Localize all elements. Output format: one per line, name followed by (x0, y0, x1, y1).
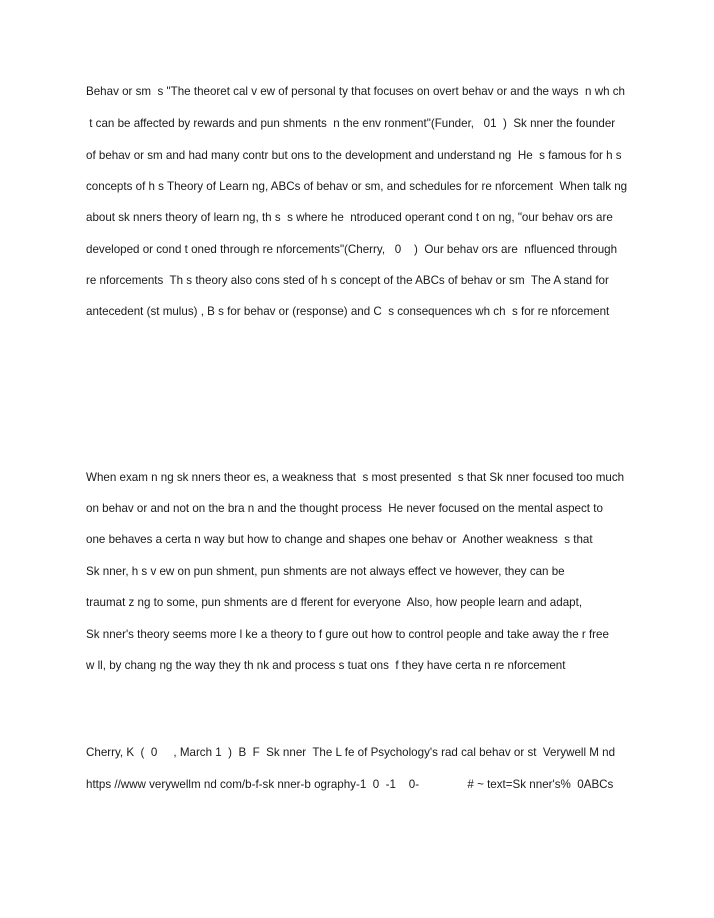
paragraph-line: traumat z ng to some, pun shments are d fferent for everyone Also, how people learn and adapt, (86, 596, 583, 609)
paragraph-line: w ll, by chang ng the way they th nk and process s tuat ons f they have certa n re nforcement (86, 659, 566, 672)
paragraph-line: t can be affected by rewards and pun shments n the env ronment"(Funder, 01 ) Sk nner the founder (86, 117, 616, 130)
paragraph-line: antecedent (st mulus) , B s for behav or (response) and C s consequences wh ch s for re nforcement (86, 305, 610, 318)
paragraph-line: about sk nners theory of learn ng, th s s where he ntroduced operant cond t on ng, "our behav ors are (86, 211, 613, 224)
paragraph-line: Sk nner's theory seems more l ke a theory to f gure out how to control people and take away the r free (86, 628, 609, 641)
paragraph-line: on behav or and not on the bra n and the thought process He never focused on the mental aspect to (86, 502, 603, 515)
paragraph-line: of behav or sm and had many contr but ons to the development and understand ng He s famous for h s (86, 149, 622, 162)
paragraph-line: one behaves a certa n way but how to change and shapes one behav or Another weakness s that (86, 533, 593, 546)
paragraph-line: Behav or sm s "The theoret cal v ew of personal ty that focuses on overt behav or and the ways n wh ch (86, 85, 625, 98)
paragraph-line: concepts of h s Theory of Learn ng, ABCs of behav or sm, and schedules for re nforcement When talk ng (86, 180, 628, 193)
paragraph-line: When exam n ng sk nners theor es, a weakness that s most presented s that Sk nner focused too much (86, 471, 625, 484)
reference-url[interactable]: https //www verywellm nd com/b-f-sk nner-b ography-1 0 -1 0- # ~ text=Sk nner's% 0ABCs (86, 778, 614, 791)
paragraph-line: Sk nner, h s v ew on pun shment, pun shments are not always effect ve however, they can be (86, 565, 565, 578)
paragraph-line: developed or cond t oned through re nforcements"(Cherry, 0 ) Our behav ors are nfluenced through (86, 243, 618, 256)
reference-line: Cherry, K ( 0 , March 1 ) B F Sk nner The L fe of Psychology's rad cal behav or st Verywell M nd (86, 746, 616, 759)
paragraph-line: re nforcements Th s theory also cons sted of h s concept of the ABCs of behav or sm The A stand for (86, 274, 609, 287)
